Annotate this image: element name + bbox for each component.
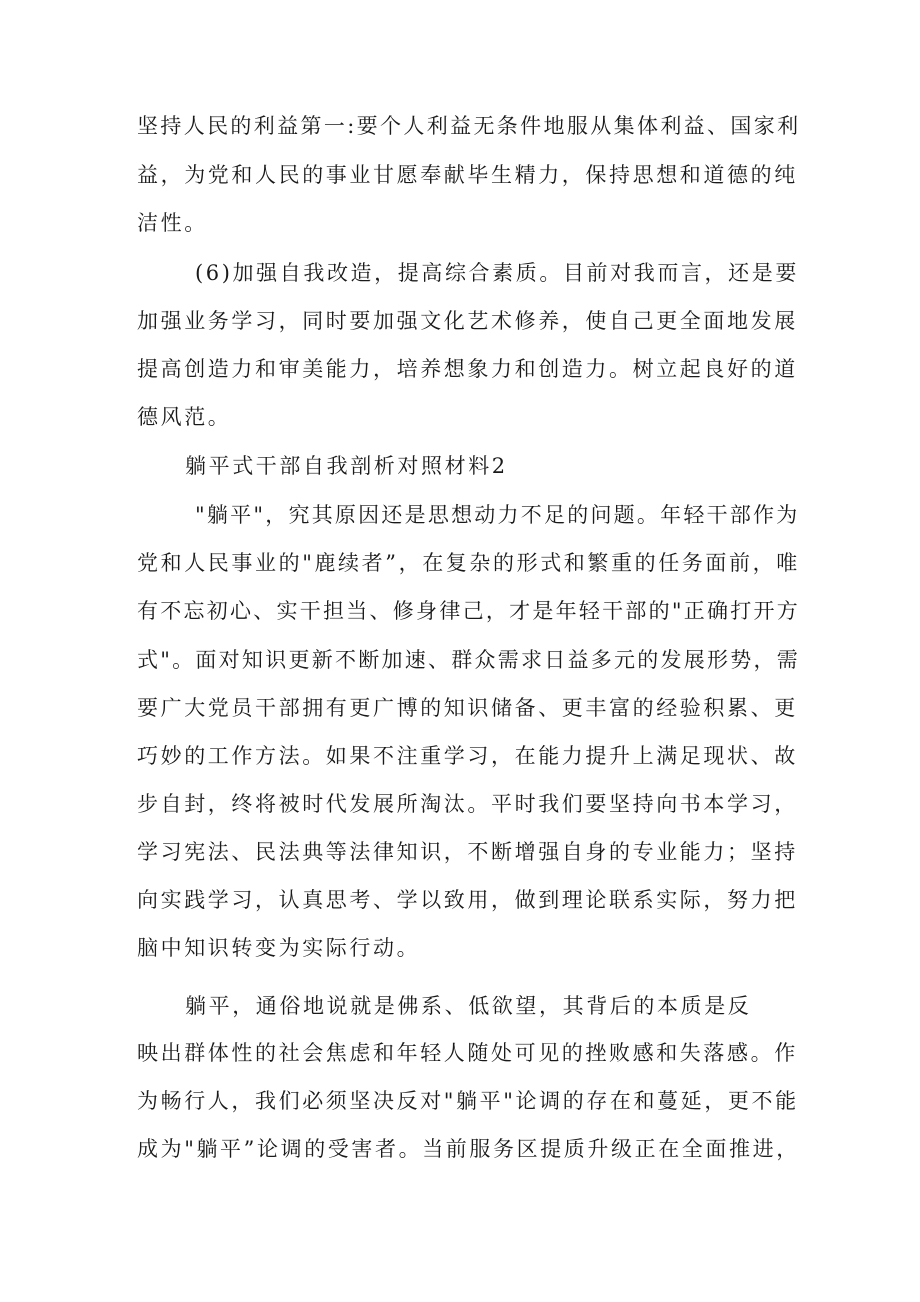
text-line: 向实践学习，认真思考、学以致用，做到理论联系实际，努力把 xyxy=(137,888,798,912)
section-heading: 躺平式干部自我剖析对照材料2 xyxy=(185,454,508,478)
text-line: 为畅行人，我们必须坚决反对"躺平"论调的存在和蔓延，更不能 xyxy=(137,1089,799,1113)
text-line: 巧妙的工作方法。如果不注重学习，在能力提升上满足现状、故 xyxy=(137,744,798,768)
text-line: 要广大党员干部拥有更广博的知识储备、更丰富的经验积累、更 xyxy=(137,696,798,720)
paragraph-first-line: 躺平，通俗地说就是佛系、低欲望，其背后的本质是反 xyxy=(185,994,752,1018)
text-line: 坚持人民的利益第一:要个人利益无条件地服从集体利益、国家利 xyxy=(137,114,801,138)
text-line: 洁性。 xyxy=(137,211,208,235)
text-line: 有不忘初心、实干担当、修身律己，才是年轻干部的"正确打开方 xyxy=(137,599,801,623)
text-line: 成为"躺平”论调的受害者。当前服务区提质升级正在全面推进， xyxy=(137,1137,800,1161)
text-line: 脑中知识转变为实际行动。 xyxy=(137,936,421,960)
text-line: 映出群体性的社会焦虑和年轻人随处可见的挫败感和失落感。作 xyxy=(137,1041,798,1065)
text-line: 党和人民事业的"鹿续者”，在复杂的形式和繁重的任务面前，唯 xyxy=(137,551,800,575)
text-line: 加强业务学习，同时要加强文化艺术修养，使自己更全面地发展 xyxy=(137,309,798,333)
text-line: 益，为党和人民的事业甘愿奉献毕生精力，保持思想和道德的纯 xyxy=(137,163,798,187)
paragraph-first-line: (6)加强自我改造，提高综合素质。目前对我而言，还是要 xyxy=(195,261,799,285)
text-line: 学习宪法、民法典等法律知识，不断增强自身的专业能力；坚持 xyxy=(137,840,798,864)
text-line: 式"。面对知识更新不断加速、群众需求日益多元的发展形势，需 xyxy=(137,648,801,672)
text-line: 德风范。 xyxy=(137,405,232,429)
text-line: 提高创造力和审美能力，培养想象力和创造力。树立起良好的道 xyxy=(137,357,798,381)
text-line: 步自封，终将被时代发展所淘汰。平时我们要坚持向书本学习， xyxy=(137,792,798,816)
paragraph-first-line: "躺平"，究其原因还是思想动力不足的问题。年轻干部作为 xyxy=(195,503,800,527)
